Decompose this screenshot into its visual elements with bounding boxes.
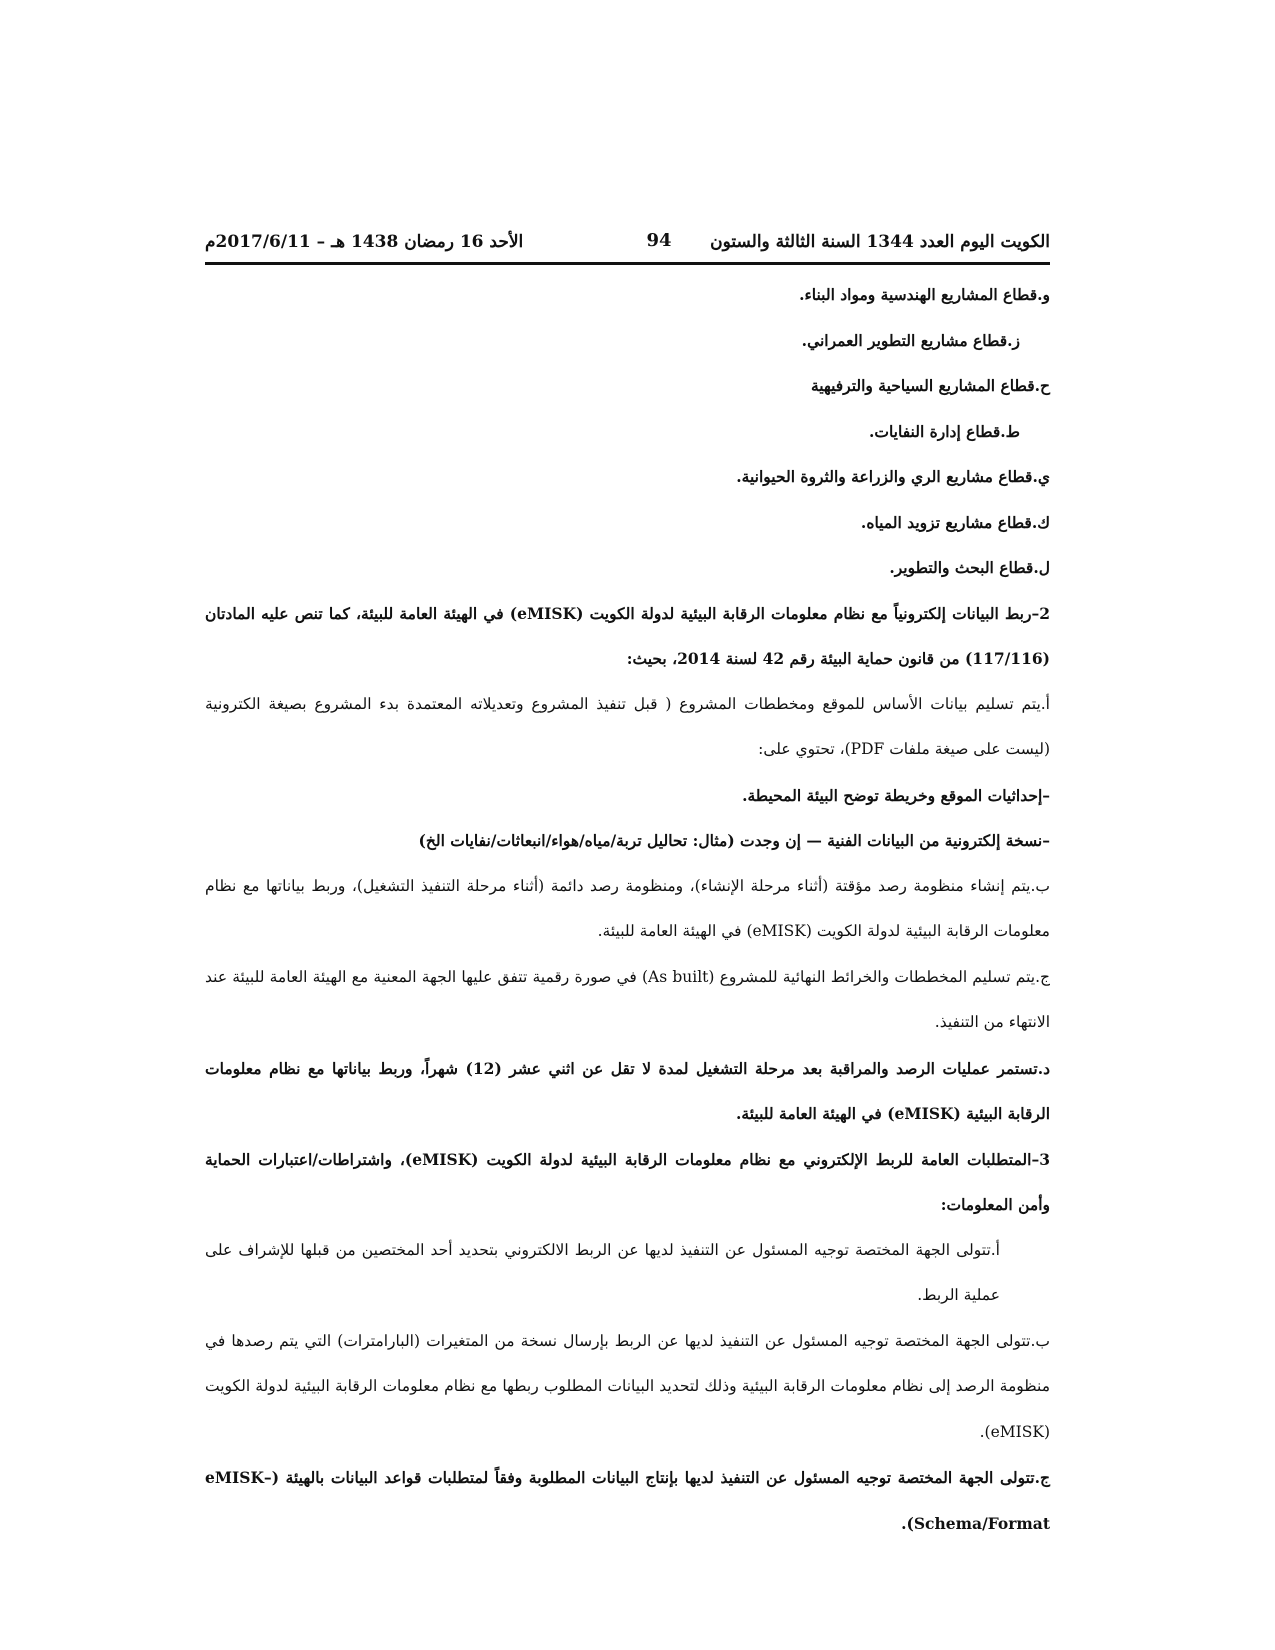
list-item: و.قطاع المشاريع الهندسية ومواد البناء. xyxy=(799,285,1050,304)
list-item: ب.تتولى الجهة المختصة توجيه المسئول عن التنفيذ لديها عن الربط بإرسال نسخة من المتغيرات (البارامترات) التي يتم رصدها في منظومة الرصد إلى نظام معلومات الرقابة البيئية وذلك لتحديد البيانات المطلوب ربطها مع نظام معلومات الرقابة البيئية لدولة الكويت (eMISK). xyxy=(205,1331,1050,1441)
header-page-number: 94 xyxy=(646,230,672,251)
page-header xyxy=(205,226,1050,260)
list-item: أ.يتم تسليم بيانات الأساس للموقع ومخططات المشروع ( قبل تنفيذ المشروع وتعديلاته المعتمدة بدء المشروع بصيغة الكترونية (ليست على صيغة ملفات PDF)، تحتوي على: xyxy=(205,694,1050,758)
list-item: ج.يتم تسليم المخططات والخرائط النهائية للمشروع (As built) في صورة رقمية تتفق عليها الجهة المعنية مع الهيئة العامة للبيئة عند الانتهاء من التنفيذ. xyxy=(205,967,1050,1031)
list-item: ط.قطاع إدارة النفايات. xyxy=(868,421,1020,441)
list-item: ل.قطاع البحث والتطوير. xyxy=(889,558,1050,577)
header-rule xyxy=(205,262,1050,265)
header-date: الأحد 16 رمضان 1438 هـ – 2017/6/11م xyxy=(205,232,524,252)
list-item: ز.قطاع مشاريع التطوير العمراني. xyxy=(801,330,1020,350)
list-item: ي.قطاع مشاريع الري والزراعة والثروة الحيوانية. xyxy=(736,467,1050,486)
list-item: د.تستمر عمليات الرصد والمراقبة بعد مرحلة التشغيل لمدة لا تقل عن اثني عشر (12) شهراً، وربط بياناتها مع نظام معلومات الرقابة البيئية (eMISK) في الهيئة العامة للبيئة. xyxy=(205,1058,1050,1123)
list-item: –إحداثيات الموقع وخريطة توضح البيئة المحيطة. xyxy=(742,785,1050,805)
list-item: ك.قطاع مشاريع تزويد المياه. xyxy=(860,512,1050,532)
list-item: ح.قطاع المشاريع السياحية والترفيهية xyxy=(810,376,1050,395)
header-issue-info: الكويت اليوم العدد 1344 السنة الثالثة والستون xyxy=(710,232,1050,252)
section-paragraph: 2–ربط البيانات إلكترونياً مع نظام معلومات الرقابة البيئية لدولة الكويت (eMISK) في الهيئة العامة للبيئة، كما تنص عليه المادتان (117/116) من قانون حماية البيئة رقم 42 لسنة 2014، بحيث: xyxy=(205,603,1051,668)
section-paragraph: 3–المتطلبات العامة للربط الإلكتروني مع نظام معلومات الرقابة البيئية لدولة الكويت (eMISK)، واشتراطات/اعتبارات الحماية وأمن المعلومات: xyxy=(205,1149,1050,1214)
document-body xyxy=(205,272,1050,1546)
list-item: أ.تتولى الجهة المختصة توجيه المسئول عن التنفيذ لديها عن الربط الالكتروني بتحديد أحد المختصين من قبلها للإشراف على عملية الربط. xyxy=(205,1240,1000,1304)
list-item: ب.يتم إنشاء منظومة رصد مؤقتة (أثناء مرحلة الإنشاء)، ومنظومة رصد دائمة (أثناء مرحلة التنفيذ التشغيل)، وربط بياناتها مع نظام معلومات الرقابة البيئية لدولة الكويت (eMISK) في الهيئة العامة للبيئة. xyxy=(205,876,1050,940)
list-item: –نسخة إلكترونية من البيانات الفنية — إن وجدت (مثال: تحاليل تربة/مياه/هواء/انبعاثات/نفايات الخ) xyxy=(418,831,1050,850)
list-item: ج.تتولى الجهة المختصة توجيه المسئول عن التنفيذ لديها بإنتاج البيانات المطلوبة وفقاً لمتطلبات قواعد البيانات بالهيئة (eMISK–Schema/Format). xyxy=(205,1468,1050,1533)
